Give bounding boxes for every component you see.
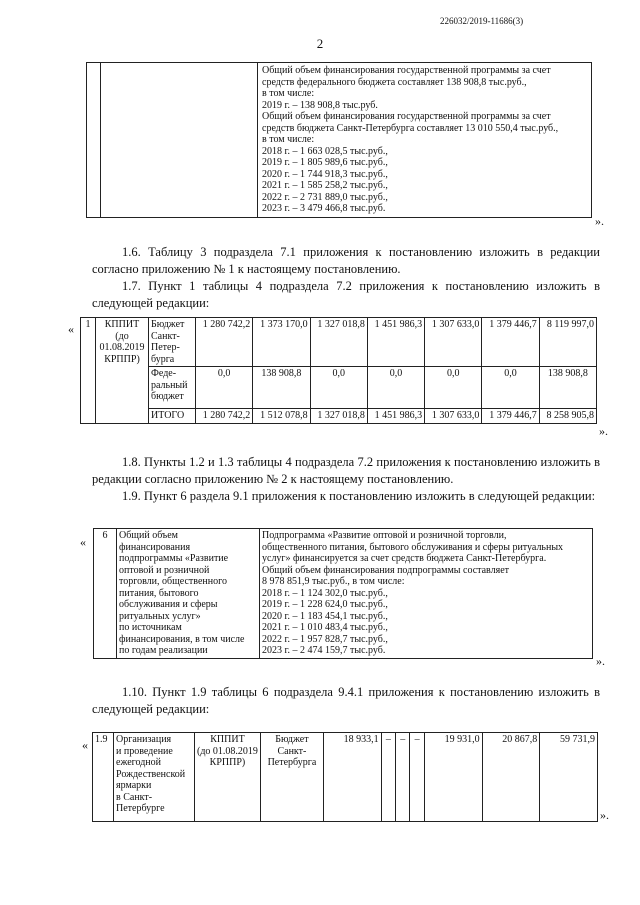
- page-number: 2: [316, 36, 324, 51]
- source-label: Бюджет Санкт-Петер-бурга: [149, 318, 196, 367]
- value-cell: 1 512 078,8: [253, 409, 310, 424]
- value-cell: 0,0: [196, 367, 253, 409]
- text-line: 8 978 851,9 тыс.руб., в том числе:: [262, 576, 405, 587]
- text-line: Подпрограмма «Развитие оптовой и розничной торговли,: [262, 530, 507, 541]
- value-cell: 1 280 742,2: [196, 409, 253, 424]
- text-line: в том числе:: [262, 134, 315, 145]
- text-line: Общий объем: [119, 530, 178, 541]
- row-number: 1: [81, 318, 96, 424]
- text-line: 2022 г. – 2 731 889,0 тыс.руб.,: [262, 191, 388, 203]
- value-cell: –: [381, 733, 395, 822]
- source-cell: [260, 733, 323, 822]
- text-line: 2019 г. – 1 805 989,6 тыс.руб.,: [262, 157, 388, 168]
- text-line: 2020 г. – 1 183 454,1 тыс.руб.,: [262, 610, 388, 622]
- value-cell: 8 119 997,0: [539, 318, 596, 367]
- value-cell: 138 908,8: [539, 367, 596, 409]
- text-line: питания, бытового: [119, 587, 199, 599]
- text-line: обслуживания и сферы: [119, 599, 218, 610]
- open-quote: «: [82, 738, 88, 752]
- value-cell: 19 931,0: [424, 733, 482, 822]
- text-line: Рождественской: [116, 768, 186, 780]
- text-line: в Санкт-: [116, 791, 153, 803]
- value-cell: 1 451 986,3: [367, 409, 424, 424]
- text-line: Петербурге: [116, 803, 165, 814]
- text-line: Организация: [116, 734, 172, 745]
- text-line: 2020 г. – 1 744 918,3 тыс.руб.,: [262, 168, 388, 180]
- subprogram-label-cell: [117, 529, 260, 659]
- executor-name: КППИТ (до 01.08.2019 КРППР): [96, 318, 149, 424]
- value-cell: 0,0: [425, 367, 482, 409]
- value-cell: 1 379 446,7: [482, 409, 539, 424]
- text-line: торговли, общественного: [119, 576, 227, 587]
- paragraph-1-7: 1.7. Пункт 1 таблицы 4 подраздела 7.2 приложения к постановлению изложить в следующей редакции:: [92, 279, 600, 310]
- text-line: 2021 г. – 1 585 258,2 тыс.руб.,: [262, 180, 388, 191]
- text-line: 2018 г. – 1 663 028,5 тыс.руб.,: [262, 145, 388, 157]
- text-line: ежегодной: [116, 757, 162, 768]
- text-line: оптовой и розничной: [119, 564, 210, 576]
- text-line: и проведение: [116, 745, 173, 757]
- close-quote: ».: [599, 424, 608, 438]
- value-cell: –: [396, 733, 410, 822]
- executor-cell: [195, 733, 261, 822]
- document-number: 226032/2019-11686(3): [440, 16, 524, 26]
- text-line: 2021 г. – 1 010 483,4 тыс.руб.,: [262, 622, 388, 633]
- text-line: КРППР): [209, 757, 246, 768]
- close-quote: ».: [596, 654, 605, 668]
- text-line: по источникам: [119, 622, 182, 633]
- value-cell: 1 327 018,8: [310, 318, 367, 367]
- row-number: 6: [94, 529, 117, 659]
- text-line: 2019 г. – 1 228 624,0 тыс.руб.,: [262, 599, 388, 610]
- table-program-funding: [86, 62, 592, 218]
- paragraph-1-10: 1.10. Пункт 1.9 таблицы 6 подраздела 9.4.1 приложения к постановлению изложить в следующей редакции:: [92, 685, 600, 716]
- text-line: 2019 г. – 138 908,8 тыс.руб.: [262, 99, 378, 111]
- open-quote: «: [80, 535, 86, 549]
- text-line: Бюджет: [275, 734, 309, 745]
- text-line: КППИТ: [210, 734, 245, 745]
- text-line: по годам реализации: [119, 645, 208, 656]
- text-line: общественного питания, бытового обслуживания и сферы ритуальных: [262, 541, 564, 553]
- value-cell: 1 379 446,7: [482, 318, 539, 367]
- value-cell: 138 908,8: [253, 367, 310, 409]
- value-cell: 1 307 633,0: [425, 318, 482, 367]
- table-event-funding: [92, 732, 598, 822]
- table-subprogram-funding: [93, 528, 593, 659]
- value-cell: 59 731,9: [540, 733, 598, 822]
- paragraph-1-6: 1.6. Таблицу 3 подраздела 7.1 приложения к постановлению изложить в редакции согласно приложению № 1 к настоящему постановлению.: [92, 245, 600, 276]
- text-line: Общий объем финансирования государственной программы за счет: [262, 111, 551, 122]
- text-line: 2018 г. – 1 124 302,0 тыс.руб.,: [262, 587, 388, 599]
- paragraph-1-9: 1.9. Пункт 6 раздела 9.1 приложения к постановлению изложить в следующей редакции:: [122, 489, 596, 503]
- value-cell: 1 373 170,0: [253, 318, 310, 367]
- value-cell: 1 280 742,2: [196, 318, 253, 367]
- table-budget-by-source: [80, 317, 597, 424]
- funding-text-cell: [258, 63, 592, 218]
- value-cell: 1 307 633,0: [425, 409, 482, 424]
- row-number: 1.9: [93, 733, 114, 822]
- text-line: услуг» финансируется за счет средств бюджета Санкт-Петербурга.: [262, 553, 547, 564]
- value-cell: 1 451 986,3: [367, 318, 424, 367]
- text-line: средств федерального бюджета составляет 138 908,8 тыс.руб.,: [262, 76, 527, 88]
- text-line: средств бюджета Санкт-Петербурга составляет 13 010 550,4 тыс.руб.,: [262, 122, 559, 134]
- text-line: Общий объем финансирования государственной программы за счет: [262, 65, 551, 76]
- value-cell: 18 933,1: [323, 733, 381, 822]
- text-line: 2023 г. – 3 479 466,8 тыс.руб.: [262, 203, 386, 214]
- open-quote: «: [68, 322, 74, 336]
- value-cell: 1 327 018,8: [310, 409, 367, 424]
- subprogram-text-cell: [260, 529, 593, 659]
- close-quote: ».: [600, 808, 609, 822]
- value-cell: 0,0: [367, 367, 424, 409]
- text-line: финансирования, в том числе: [119, 633, 245, 645]
- text-line: 2022 г. – 1 957 828,7 тыс.руб.,: [262, 633, 388, 645]
- value-cell: 8 258 905,8: [539, 409, 596, 424]
- event-name-cell: [114, 733, 195, 822]
- text-line: финансирования: [119, 541, 191, 553]
- text-line: подпрограммы «Развитие: [119, 553, 229, 564]
- value-cell: –: [410, 733, 424, 822]
- value-cell: 0,0: [310, 367, 367, 409]
- text-line: ритуальных услуг»: [119, 610, 201, 622]
- close-quote: ».: [595, 214, 604, 228]
- paragraph-1-8: 1.8. Пункты 1.2 и 1.3 таблицы 4 подраздела 7.2 приложения к постановлению изложить в редакции согласно приложению № 2 к настоящему постановлению.: [92, 455, 600, 486]
- text-line: (до 01.08.2019: [197, 745, 258, 757]
- source-label: Феде-ральный бюджет: [149, 367, 196, 409]
- source-label: ИТОГО: [149, 409, 196, 424]
- text-line: Общий объем финансирования подпрограммы составляет: [262, 564, 510, 576]
- text-line: Петербурга: [267, 757, 317, 768]
- value-cell: 0,0: [482, 367, 539, 409]
- value-cell: 20 867,8: [482, 733, 540, 822]
- text-line: 2023 г. – 2 474 159,7 тыс.руб.: [262, 645, 386, 656]
- text-line: Санкт-: [277, 745, 307, 757]
- text-line: в том числе:: [262, 88, 315, 99]
- text-line: ярмарки: [116, 780, 152, 791]
